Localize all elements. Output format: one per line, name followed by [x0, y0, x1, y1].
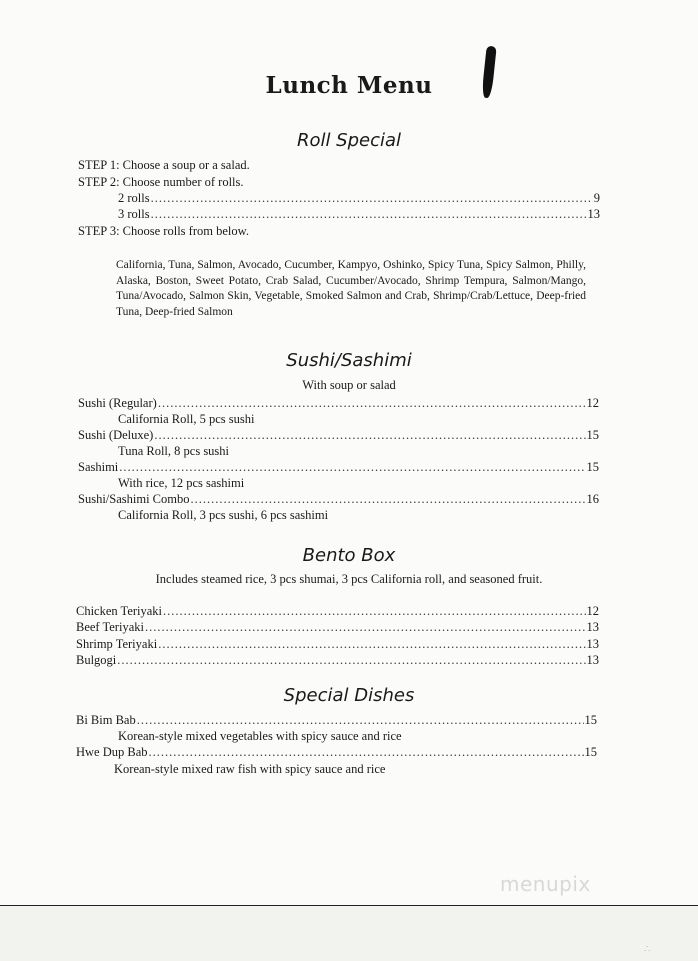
step-2: STEP 2: Choose number of rolls. [78, 175, 244, 189]
item-name: Sushi (Regular) [78, 396, 157, 410]
item-name: Bi Bim Bab [76, 713, 136, 727]
roll-special-heading: Roll Special [296, 130, 402, 151]
page-title: Lunch Menu [265, 72, 433, 99]
item-name: Chicken Teriyaki [76, 604, 163, 618]
item-name: Bulgogi [76, 653, 117, 667]
roll-option-price: 13 [587, 207, 600, 221]
roll-list: California, Tuna, Salmon, Avocado, Cucumber, Kampyo, Oshinko, Spicy Tuna, Spicy Salmon, Philly, Alaska, Boston, Sweet Potato, Crab Salad, Cucumber/Avocado, Shrimp Tempura, Salmon/Mango, Tuna/Avocado, Salmon Skin, Vegetable, Smoked Salmon and Crab, Shrimp/Crab/Lettuce, Deep-fried Tuna, Deep-fried Salmon [116, 259, 586, 318]
menu-item [76, 620, 599, 635]
leader-dots [119, 460, 585, 475]
corner-mark-icon: ∴ [644, 944, 651, 955]
watermark-logo: menupix [500, 872, 591, 896]
leader-dots [151, 191, 593, 206]
item-price: 12 [586, 604, 599, 618]
menu-item [76, 604, 599, 619]
roll-option [118, 191, 600, 206]
bento-subtitle: Includes steamed rice, 3 pcs shumai, 3 pcs California roll, and seasoned fruit. [155, 572, 543, 586]
menu-item [76, 745, 597, 760]
leader-dots [163, 604, 585, 619]
item-name: Sushi/Sashimi Combo [78, 492, 190, 506]
item-description: Korean-style mixed raw fish with spicy sauce and rice [114, 762, 386, 776]
item-price: 15 [586, 460, 599, 474]
leader-dots [158, 396, 586, 411]
item-name: Sushi (Deluxe) [78, 428, 154, 442]
item-name: Beef Teriyaki [76, 620, 144, 634]
sushi-heading: Sushi/Sashimi [286, 350, 412, 371]
leader-dots [154, 428, 585, 443]
item-price: 12 [586, 396, 599, 410]
item-description: Korean-style mixed vegetables with spicy sauce and rice [118, 729, 402, 743]
menu-item [78, 396, 599, 411]
item-price: 15 [584, 745, 597, 759]
item-price: 13 [586, 653, 599, 667]
leader-dots [117, 653, 585, 668]
page-bottom-strip [0, 905, 698, 961]
leader-dots [149, 745, 584, 760]
menu-item [76, 713, 597, 728]
roll-option-label: 3 rolls [118, 207, 150, 221]
menu-item [78, 460, 599, 475]
item-description: California Roll, 3 pcs sushi, 6 pcs sashimi [118, 508, 329, 522]
roll-option-label: 2 rolls [118, 191, 150, 205]
leader-dots [145, 620, 586, 635]
item-price: 13 [586, 637, 599, 651]
leader-dots [151, 207, 587, 222]
item-price: 15 [586, 428, 599, 442]
sushi-subtitle: With soup or salad [302, 378, 396, 392]
item-price: 15 [584, 713, 597, 727]
step-3: STEP 3: Choose rolls from below. [78, 224, 249, 238]
bento-heading: Bento Box [302, 545, 396, 566]
item-price: 13 [586, 620, 599, 634]
roll-option [118, 207, 600, 222]
item-name: Hwe Dup Bab [76, 745, 148, 759]
item-description: With rice, 12 pcs sashimi [118, 476, 245, 490]
menu-item [76, 637, 599, 652]
item-price: 16 [586, 492, 599, 506]
leader-dots [158, 637, 585, 652]
menu-item [78, 428, 599, 443]
menu-item [78, 492, 599, 507]
item-name: Sashimi [78, 460, 119, 474]
item-description: California Roll, 5 pcs sushi [118, 412, 255, 426]
step-1: STEP 1: Choose a soup or a salad. [78, 158, 250, 172]
leader-dots [137, 713, 584, 728]
item-description: Tuna Roll, 8 pcs sushi [118, 444, 230, 458]
special-heading: Special Dishes [283, 685, 415, 706]
item-name: Shrimp Teriyaki [76, 637, 158, 651]
roll-option-price: 9 [593, 191, 600, 205]
leader-dots [190, 492, 585, 507]
menu-item [76, 653, 599, 668]
